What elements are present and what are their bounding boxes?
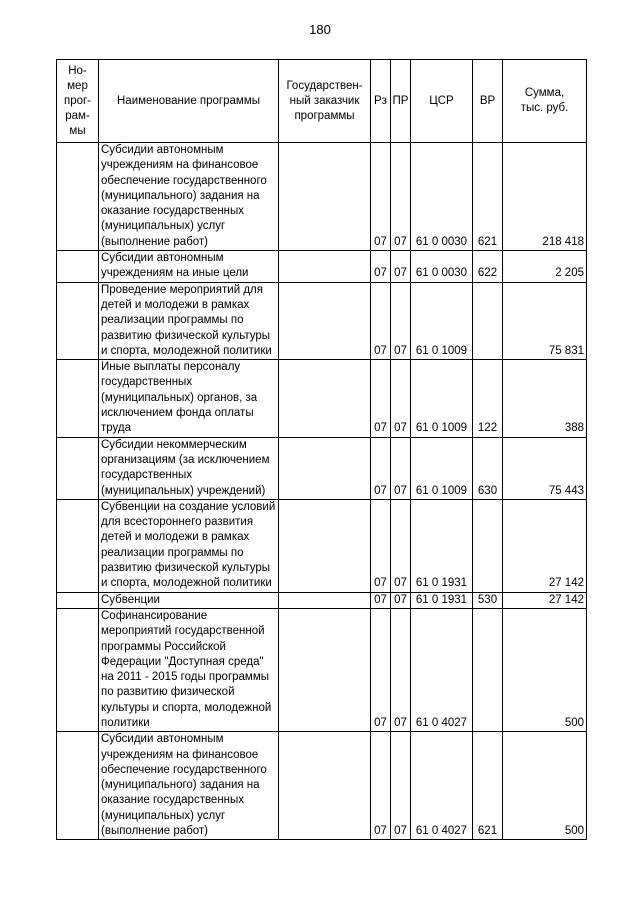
table-row (57, 499, 587, 592)
table-row (57, 251, 587, 283)
table-header-row (57, 60, 587, 143)
cell-state-customer (279, 360, 371, 437)
cell-state-customer (279, 282, 371, 359)
table-row (57, 282, 587, 359)
cell-sum: 500 (503, 732, 587, 840)
cell-pr: 07 (391, 143, 411, 251)
cell-pr: 07 (391, 499, 411, 592)
cell-program-name: Субсидии некоммерческим организациям (за исключением государственных (муниципальных) учреждений) (99, 437, 279, 499)
cell-pr: 07 (391, 732, 411, 840)
table-row (57, 143, 587, 251)
cell-program-name: Субсидии автономным учреждениям на финансовое обеспечение государственного (муниципального) задания на оказание государственных (муниципальных) услуг (выполнение работ) (99, 732, 279, 840)
cell-rz: 07 (371, 437, 391, 499)
cell-csr: 61 0 1931 (411, 592, 473, 608)
cell-program-number (57, 282, 99, 359)
cell-csr: 61 0 0030 (411, 251, 473, 283)
cell-sum: 75 831 (503, 282, 587, 359)
cell-csr: 61 0 1009 (411, 282, 473, 359)
table-row (57, 732, 587, 840)
cell-program-name: Иные выплаты персоналу государственных (муниципальных) органов, за исключением фонда оплаты труда (99, 360, 279, 437)
cell-program-number (57, 143, 99, 251)
cell-program-name: Субсидии автономным учреждениям на финансовое обеспечение государственного (муниципального) задания на оказание государственных (муниципальных) услуг (выполнение работ) (99, 143, 279, 251)
cell-program-number (57, 592, 99, 608)
cell-vr (473, 282, 503, 359)
cell-csr: 61 0 4027 (411, 608, 473, 731)
cell-vr: 122 (473, 360, 503, 437)
cell-vr: 630 (473, 437, 503, 499)
cell-pr: 07 (391, 251, 411, 283)
header-state-customer: Государствен- ный заказчик программы (279, 60, 371, 143)
cell-program-number (57, 608, 99, 731)
cell-sum: 388 (503, 360, 587, 437)
cell-sum: 218 418 (503, 143, 587, 251)
cell-rz: 07 (371, 592, 391, 608)
cell-program-number (57, 360, 99, 437)
budget-table (56, 59, 587, 840)
cell-csr: 61 0 4027 (411, 732, 473, 840)
cell-rz: 07 (371, 282, 391, 359)
cell-pr: 07 (391, 592, 411, 608)
table-row (57, 592, 587, 608)
cell-pr: 07 (391, 282, 411, 359)
cell-rz: 07 (371, 360, 391, 437)
cell-program-name: Субсидии автономным учреждениям на иные цели (99, 251, 279, 283)
header-rz: Рз (371, 60, 391, 143)
header-program-name: Наименование программы (99, 60, 279, 143)
cell-csr: 61 0 1009 (411, 437, 473, 499)
cell-csr: 61 0 1931 (411, 499, 473, 592)
table-row (57, 360, 587, 437)
cell-pr: 07 (391, 608, 411, 731)
cell-state-customer (279, 251, 371, 283)
cell-pr: 07 (391, 360, 411, 437)
header-sum: Сумма, тыс. руб. (503, 60, 587, 143)
cell-sum: 75 443 (503, 437, 587, 499)
cell-vr: 621 (473, 732, 503, 840)
cell-pr: 07 (391, 437, 411, 499)
header-pr: ПР (391, 60, 411, 143)
cell-csr: 61 0 1009 (411, 360, 473, 437)
cell-vr: 530 (473, 592, 503, 608)
table-row (57, 608, 587, 731)
cell-vr: 622 (473, 251, 503, 283)
header-vr: ВР (473, 60, 503, 143)
cell-rz: 07 (371, 732, 391, 840)
cell-program-name: Субвенции (99, 592, 279, 608)
cell-sum: 2 205 (503, 251, 587, 283)
cell-state-customer (279, 143, 371, 251)
cell-rz: 07 (371, 499, 391, 592)
cell-sum: 27 142 (503, 499, 587, 592)
cell-vr: 621 (473, 143, 503, 251)
cell-state-customer (279, 437, 371, 499)
cell-sum: 27 142 (503, 592, 587, 608)
page-number: 180 (309, 22, 331, 37)
cell-program-number (57, 251, 99, 283)
cell-program-number (57, 732, 99, 840)
cell-program-name: Проведение мероприятий для детей и молодежи в рамках реализации программы по развитию физической культуры и спорта, молодежной политики (99, 282, 279, 359)
cell-vr (473, 608, 503, 731)
cell-program-number (57, 499, 99, 592)
cell-csr: 61 0 0030 (411, 143, 473, 251)
cell-vr (473, 499, 503, 592)
cell-rz: 07 (371, 251, 391, 283)
cell-state-customer (279, 608, 371, 731)
table-row (57, 437, 587, 499)
header-program-number: Но- мер прог- рам- мы (57, 60, 99, 143)
cell-state-customer (279, 499, 371, 592)
cell-state-customer (279, 592, 371, 608)
cell-state-customer (279, 732, 371, 840)
cell-sum: 500 (503, 608, 587, 731)
cell-rz: 07 (371, 143, 391, 251)
cell-rz: 07 (371, 608, 391, 731)
header-csr: ЦСР (411, 60, 473, 143)
cell-program-number (57, 437, 99, 499)
cell-program-name: Субвенции на создание условий для всестороннего развития детей и молодежи в рамках реализации программы по развитию физической культуры и спорта, молодежной политики (99, 499, 279, 592)
table-body (57, 143, 587, 840)
cell-program-name: Софинансирование мероприятий государственной программы Российской Федерации "Доступная среда" на 2011 - 2015 годы программы по развитию физической культуры и спорта, молодежной политики (99, 608, 279, 731)
